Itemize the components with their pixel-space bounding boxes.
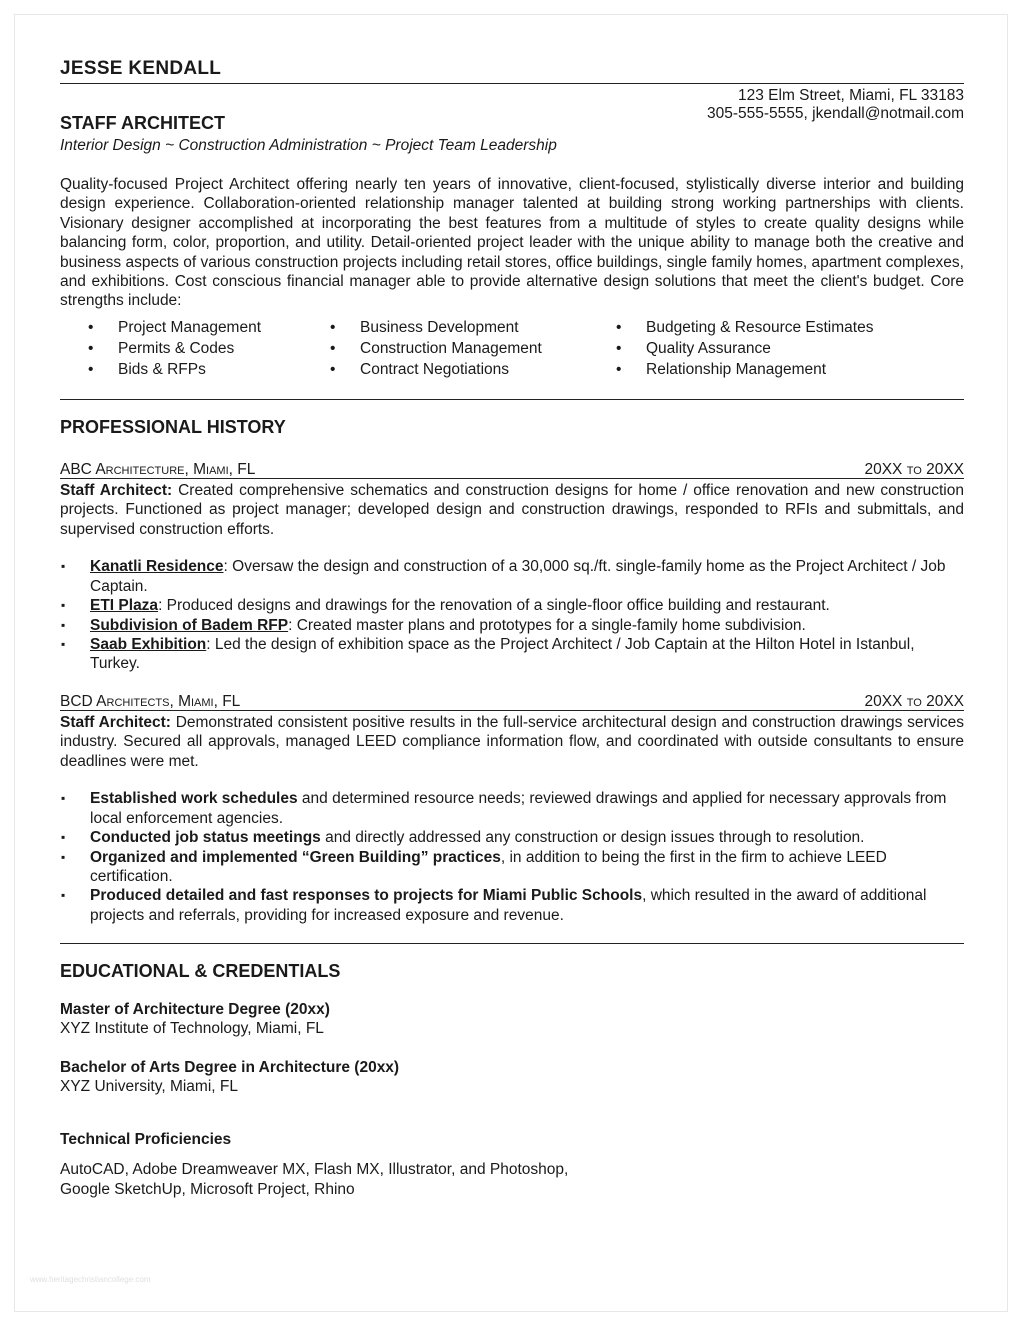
list-item: ▪ Produced detailed and fast responses to projects for Miami Public Schools, which resulted in the award of additional projects and referrals, providing for increased exposure and revenue. <box>60 886 964 925</box>
role-summary: Demonstrated consistent positive results in the full-service architectural design and construction drawings services industry. Secured all approvals, managed LEED compliance information flow, and coordinated with outside consultants to ensure deadlines were met. <box>60 713 964 770</box>
strength-item: • Quality Assurance <box>588 338 948 359</box>
section-divider <box>60 399 964 400</box>
strength-item: • Permits & Codes <box>60 338 302 359</box>
strength-item: • Project Management <box>60 317 302 338</box>
list-item: ▪ Kanatli Residence: Oversaw the design and construction of a 30,000 sq./ft. single-family home as the Project Architect / Job Captain. <box>60 557 964 596</box>
list-item: ▪ Organized and implemented “Green Building” practices, in addition to being the first in the firm to achieve LEED certification. <box>60 848 964 887</box>
list-item: ▪ Saab Exhibition: Led the design of exhibition space as the Project Architect / Job Captain at the Hilton Hotel in Istanbul, Turkey. <box>60 635 964 674</box>
professional-history-heading: PROFESSIONAL HISTORY <box>60 416 286 437</box>
watermark: www.heritagechristiancollege.com <box>30 1275 151 1284</box>
strengths-column-3 <box>588 317 948 380</box>
employer-row <box>60 693 964 711</box>
employment-dates: 20XX to 20XX <box>864 692 964 710</box>
role-description <box>60 481 964 540</box>
employer-row <box>60 461 964 479</box>
employment-dates: 20XX to 20XX <box>864 460 964 478</box>
job-title: STAFF ARCHITECT <box>60 113 225 133</box>
strength-item: • Contract Negotiations <box>302 359 588 380</box>
list-item: ▪ Subdivision of Badem RFP: Created master plans and prototypes for a single-family home subdivision. <box>60 616 964 635</box>
employer-name: BCD Architects, Miami, FL <box>60 692 241 710</box>
project-name: Saab Exhibition <box>90 635 207 653</box>
list-item: ▪ Conducted job status meetings and directly addressed any construction or design issues through to resolution. <box>60 828 964 847</box>
role-title: Staff Architect: <box>60 481 173 499</box>
address: 123 Elm Street, Miami, FL 33183 <box>738 87 964 104</box>
technical-proficiencies-list: AutoCAD, Adobe Dreamweaver MX, Flash MX, Illustrator, and Photoshop, Google SketchUp, Microsoft Project, Rhino <box>60 1161 569 1198</box>
technical-proficiencies-heading: Technical Proficiencies <box>60 1131 232 1149</box>
project-list <box>60 557 964 673</box>
strengths-column-2 <box>302 317 588 380</box>
project-name: ETI Plaza <box>90 597 159 615</box>
role-description <box>60 713 964 772</box>
resume-document <box>60 58 964 1199</box>
role-title: Staff Architect: <box>60 713 171 731</box>
strength-item: • Relationship Management <box>588 359 948 380</box>
role-summary: Created comprehensive schematics and construction designs for home / office renovation and new construction projects. Functioned as project manager; developed design and construction drawings, responded to RFIs and submittals, and supervised construction efforts. <box>60 481 964 538</box>
phone-email: 305-555-5555, jkendall@notmail.com <box>707 105 964 122</box>
strength-item: • Budgeting & Resource Estimates <box>588 317 948 338</box>
school-name: XYZ Institute of Technology, Miami, FL <box>60 1020 324 1038</box>
section-divider <box>60 943 964 944</box>
degree-title: Bachelor of Arts Degree in Architecture (20xx) <box>60 1059 400 1077</box>
strength-item: • Business Development <box>302 317 588 338</box>
education-heading: EDUCATIONAL & CREDENTIALS <box>60 961 341 982</box>
strength-item: • Bids & RFPs <box>60 359 302 380</box>
core-strengths <box>60 317 964 380</box>
strength-item: • Construction Management <box>302 338 588 359</box>
candidate-name: JESSE KENDALL <box>60 58 222 79</box>
strengths-column-1 <box>60 317 302 380</box>
specialties-subtitle: Interior Design ~ Construction Administration ~ Project Team Leadership <box>60 137 557 154</box>
achievement-list <box>60 789 964 925</box>
project-name: Subdivision of Badem RFP <box>90 616 289 634</box>
header-divider <box>60 83 964 84</box>
list-item: ▪ ETI Plaza: Produced designs and drawings for the renovation of a single-floor office building and restaurant. <box>60 596 964 615</box>
employer-name: ABC Architecture, Miami, FL <box>60 460 256 478</box>
project-name: Kanatli Residence <box>90 558 224 576</box>
summary-paragraph: Quality-focused Project Architect offering nearly ten years of innovative, client-focused, stylistically diverse interior and building design experience. Collaboration-oriented relationship manager talented at building strong working partnerships with clients. Visionary designer accomplished at incorporating the best features from a multitude of styles to create quality designs while balancing form, color, proportion, and utility. Detail-oriented project leader with the unique ability to manage both the creative and business aspects of various construction projects including retail stores, office buildings, single family homes, apartment complexes, and exhibitions. Cost conscious financial manager able to provide alternative design solutions that meet the client's budget. Core strengths include: <box>60 176 964 310</box>
list-item: ▪ Established work schedules and determined resource needs; reviewed drawings and applied for necessary approvals from local enforcement agencies. <box>60 789 964 828</box>
school-name: XYZ University, Miami, FL <box>60 1078 238 1096</box>
degree-title: Master of Architecture Degree (20xx) <box>60 1001 330 1019</box>
